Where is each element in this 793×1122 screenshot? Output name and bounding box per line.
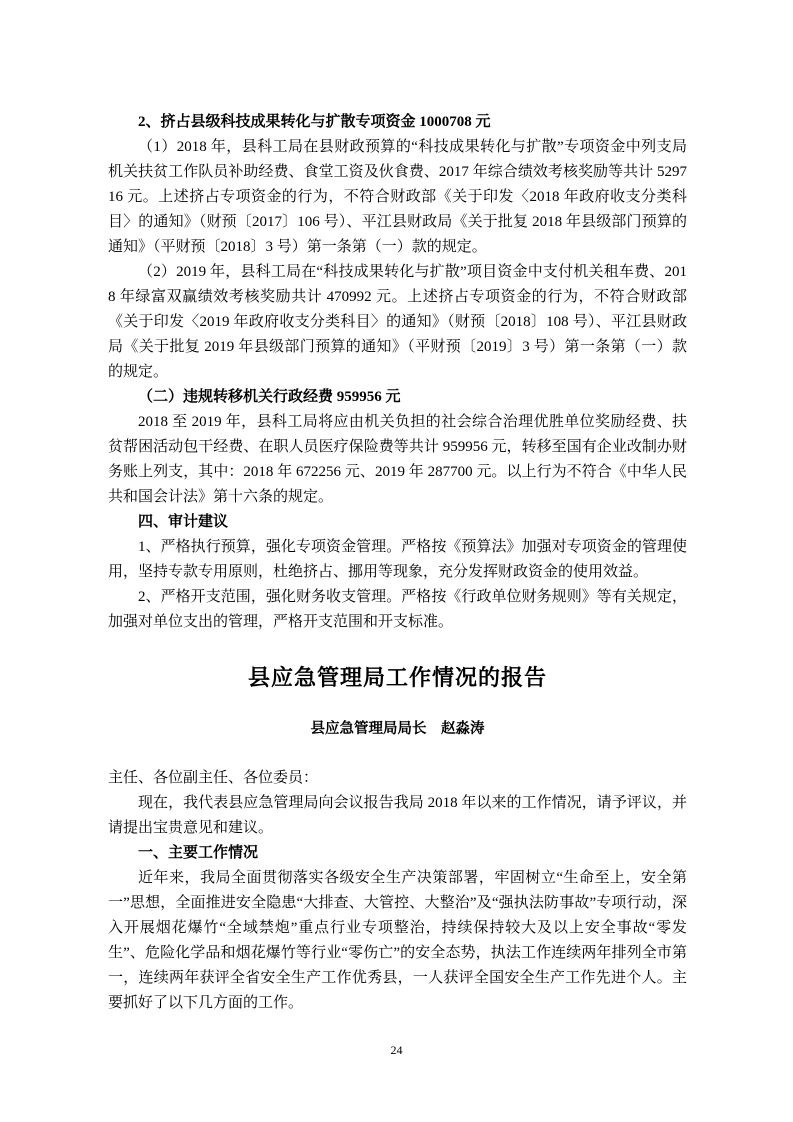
audit-suggestions-heading: 四、审计建议 bbox=[138, 514, 229, 530]
audit-transfer-para: 2018 至 2019 年，县科工局将应由机关负担的社会综合治理优胜单位奖励经费、扶贫帮困活动包干经费、在职人员医疗保险费等共计 959956 元，转移至国有企业改制办财务账上列支，其中：2018 年 672256 元、2019 年 287700 元。以上行为不符合《中华人民共和国会计法》第十六条的规定。 bbox=[108, 414, 687, 505]
report-byline: 县应急管理局局长 赵淼涛 bbox=[310, 721, 485, 737]
audit-occupy-heading: 2、挤占县级科技成果转化与扩散专项资金 1000708 元 bbox=[138, 114, 491, 130]
report-salutation: 主任、各位副主任、各位委员： bbox=[108, 770, 319, 786]
audit-suggestion-1: 1、严格执行预算，强化专项资金管理。严格按《预算法》加强对专项资金的管理使用，坚持专款专用原则，杜绝挤占、挪用等现象，充分发挥财政资金的使用效益。 bbox=[108, 539, 687, 580]
document-content bbox=[108, 110, 687, 1016]
report-title: 县应急管理局工作情况的报告 bbox=[247, 665, 547, 690]
report-section-para: 近年来，我局全面贯彻落实各级安全生产决策部署，牢固树立“生命至上，安全第一”思想，全面推进安全隐患“大排查、大管控、大整治”及“强执法防事故”专项行动，深入开展烟花爆竹“全域禁炮”重点行业专项整治，持续保持较大及以上安全事故“零发生”、危险化学品和烟花爆竹等行业“零伤亡”的安全态势，执法工作连续两年排列全市第一，连续两年获评全省安全生产工作优秀县，一人获评全国安全生产工作先进个人。主要抓好了以下几方面的工作。 bbox=[108, 870, 687, 1011]
audit-para-2019: （2）2019 年，县科工局在“科技成果转化与扩散”项目资金中支付机关租车费、2018 年绿富双赢绩效考核奖励共计 470992 元。上述挤占专项资金的行为，不符合财政部《关于印发〈2019 年政府收支分类科目〉的通知》（财预〔2018〕108 号）、平江县财政局《关于批复 2019 年县级部门预算的通知》（平财预〔2019〕3 号）第一条第（一）款的规定。 bbox=[108, 264, 687, 380]
audit-suggestion-2: 2、严格开支范围，强化财务收支管理。严格按《行政单位财务规则》等有关规定，加强对单位支出的管理，严格开支范围和开支标准。 bbox=[108, 589, 687, 630]
audit-transfer-heading: （二）违规转移机关行政经费 959956 元 bbox=[138, 389, 401, 405]
audit-para-2018: （1）2018 年，县科工局在县财政预算的“科技成果转化与扩散”专项资金中列支局机关扶贫工作队员补助经费、食堂工资及伙食费、2017 年综合绩效考核奖励等共计 529716 元。上述挤占专项资金的行为，不符合财政部《关于印发〈2018 年政府收支分类科目〉的通知》（财预〔2017〕106 号）、平江县财政局《关于批复 2018 年县级部门预算的通知》（平财预〔2018〕3 号）第一条第（一）款的规定。 bbox=[108, 139, 687, 255]
page-number: 24 bbox=[390, 1043, 403, 1057]
report-intro: 现在，我代表县应急管理局向会议报告我局 2018 年以来的工作情况，请予评议，并请提出宝贵意见和建议。 bbox=[108, 795, 687, 836]
report-section-heading: 一、主要工作情况 bbox=[138, 845, 259, 861]
